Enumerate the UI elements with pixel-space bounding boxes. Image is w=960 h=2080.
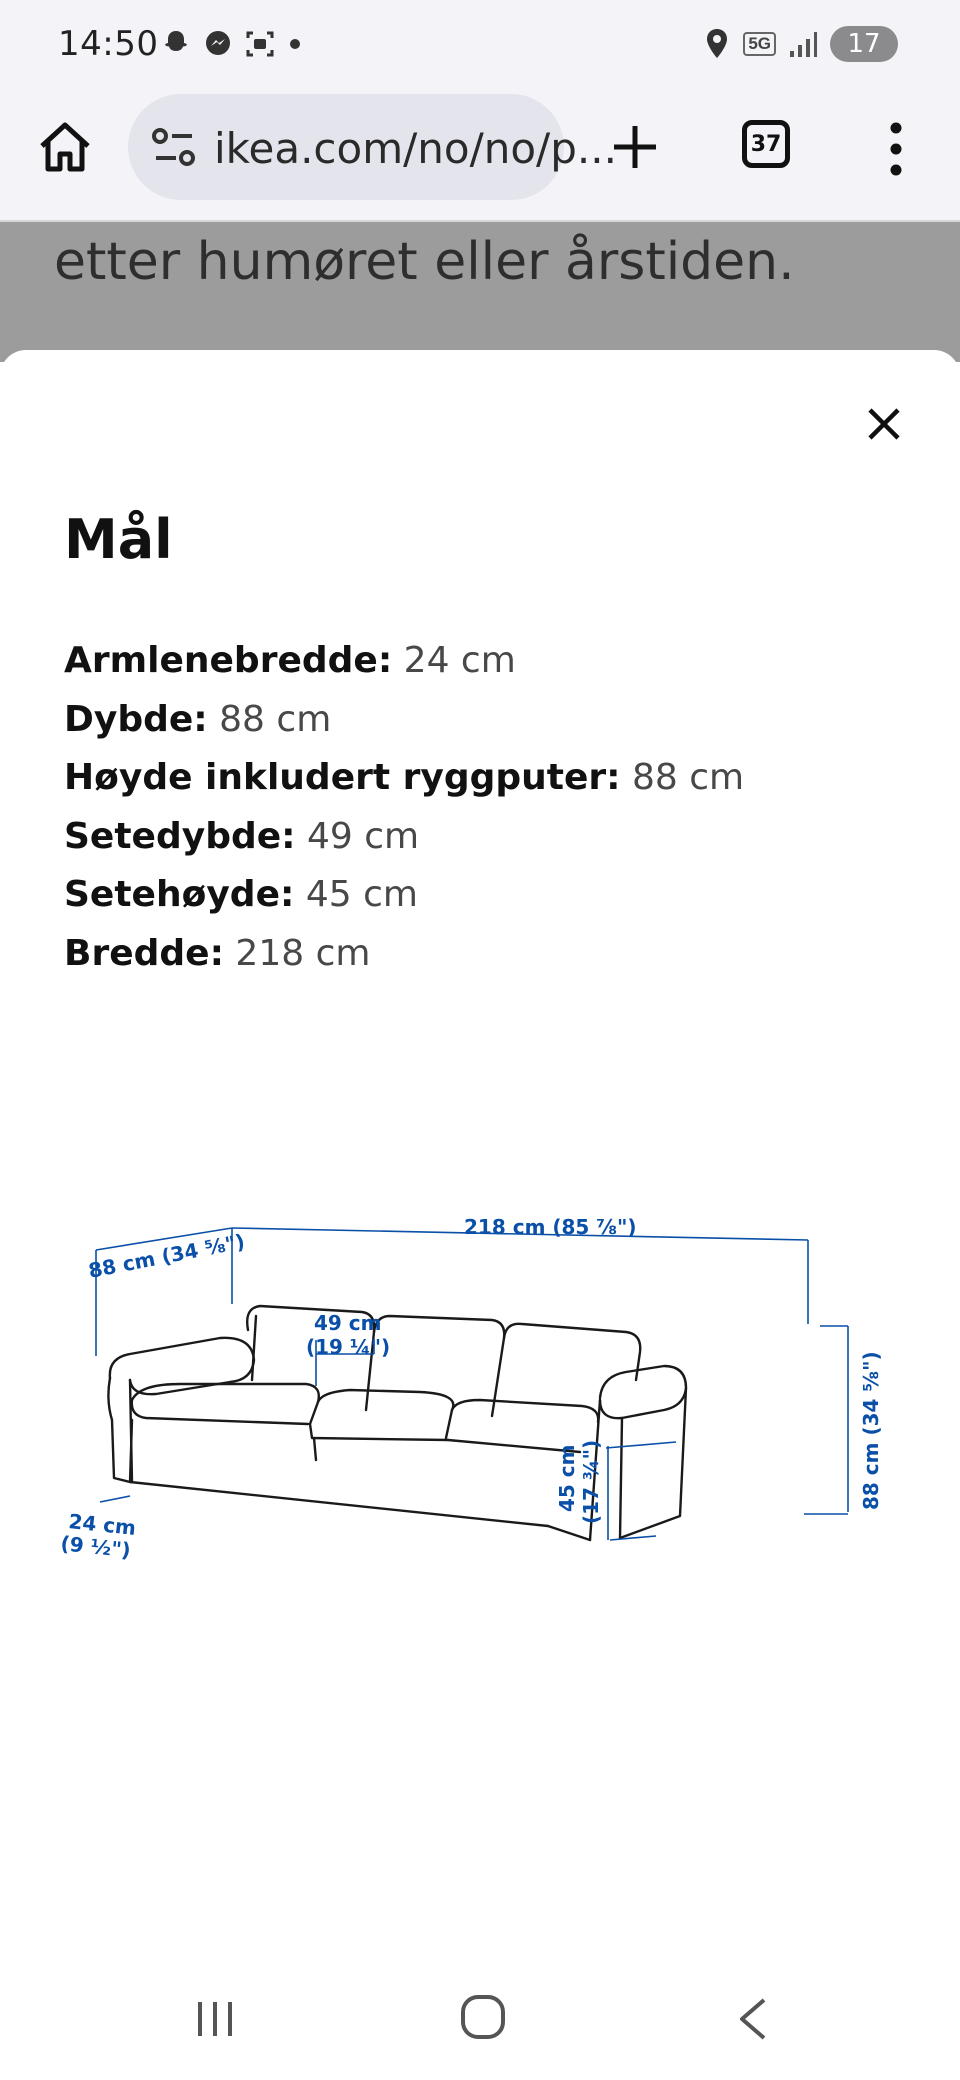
tabs-icon[interactable] xyxy=(742,120,790,168)
sheet-title: Mål xyxy=(64,508,173,571)
recents-icon[interactable] xyxy=(190,1994,240,2044)
dimension-value: 218 cm xyxy=(235,932,371,974)
diagram-label-seat-depth-in: (19 ¼") xyxy=(306,1335,391,1359)
dimension-label: Setehøyde: xyxy=(64,874,295,915)
home-icon[interactable] xyxy=(34,116,96,178)
dimension-row-depth xyxy=(64,691,744,750)
dimensions-list xyxy=(64,632,744,983)
plus-icon[interactable] xyxy=(604,116,666,178)
screenshot-icon xyxy=(244,28,276,60)
dimension-value: 88 cm xyxy=(632,757,745,798)
diagram-label-height: 88 cm (34 ⅝") xyxy=(859,1351,883,1510)
dimension-value: 24 cm xyxy=(403,640,516,681)
signal-icon xyxy=(788,29,818,59)
address-bar[interactable] xyxy=(128,94,617,200)
system-icons xyxy=(703,26,898,62)
url-text: ikea.com/no/no/p... xyxy=(214,124,617,173)
dimension-row-width xyxy=(64,925,744,984)
dimension-label: Setedybde: xyxy=(64,815,296,857)
diagram-label-width: 218 cm (85 ⅞") xyxy=(464,1215,637,1239)
system-navigation-bar xyxy=(0,1960,960,2080)
location-icon xyxy=(703,27,731,61)
back-icon[interactable] xyxy=(730,1994,774,2044)
browser-toolbar xyxy=(0,90,960,222)
dimension-value: 49 cm xyxy=(307,815,420,857)
dimension-label: Bredde: xyxy=(64,932,224,974)
status-bar xyxy=(0,0,960,90)
diagram-label-seat-depth-cm: 49 cm xyxy=(314,1311,382,1335)
site-settings-icon[interactable] xyxy=(150,126,198,170)
sofa-dimension-diagram xyxy=(59,1215,900,1563)
status-time: 14:50 xyxy=(58,24,159,64)
diagram-label-arm-width-in: (9 ½") xyxy=(59,1531,132,1563)
tab-count: 37 xyxy=(750,131,782,157)
dimension-value: 45 cm xyxy=(305,874,418,915)
dimension-label: Armlenebredde: xyxy=(64,640,393,681)
dimension-row-height xyxy=(64,749,744,808)
dimensions-sheet xyxy=(0,350,960,2080)
dimension-label: Høyde inkludert ryggputer: xyxy=(64,757,621,798)
5g-icon: 5G xyxy=(743,32,776,56)
background-page-text: etter humøret eller årstiden. xyxy=(54,232,795,292)
diagram-label-arm-width-cm: 24 cm xyxy=(67,1509,138,1541)
dimension-row-seat-depth xyxy=(64,808,744,867)
dimension-value: 88 cm xyxy=(219,698,332,740)
dimension-label: Dybde: xyxy=(64,698,208,740)
snapchat-icon xyxy=(160,28,192,60)
messenger-icon xyxy=(202,28,234,60)
diagram-label-seat-height-cm: 45 cm xyxy=(555,1444,579,1512)
close-icon[interactable] xyxy=(860,400,908,448)
diagram-label-depth: 88 cm (34 ⅝") xyxy=(86,1229,247,1283)
dimension-row-seat-height xyxy=(64,866,744,925)
dot-icon xyxy=(286,28,304,60)
background-page-overlay[interactable] xyxy=(0,222,960,362)
home-circle-icon[interactable] xyxy=(458,1992,508,2042)
diagram-label-seat-height-in: (17 ¾") xyxy=(579,1439,603,1524)
battery-indicator: 17 xyxy=(830,26,898,62)
dimension-row-arm-width xyxy=(64,632,744,691)
more-vert-icon[interactable] xyxy=(876,118,916,180)
notification-icons xyxy=(160,28,304,60)
